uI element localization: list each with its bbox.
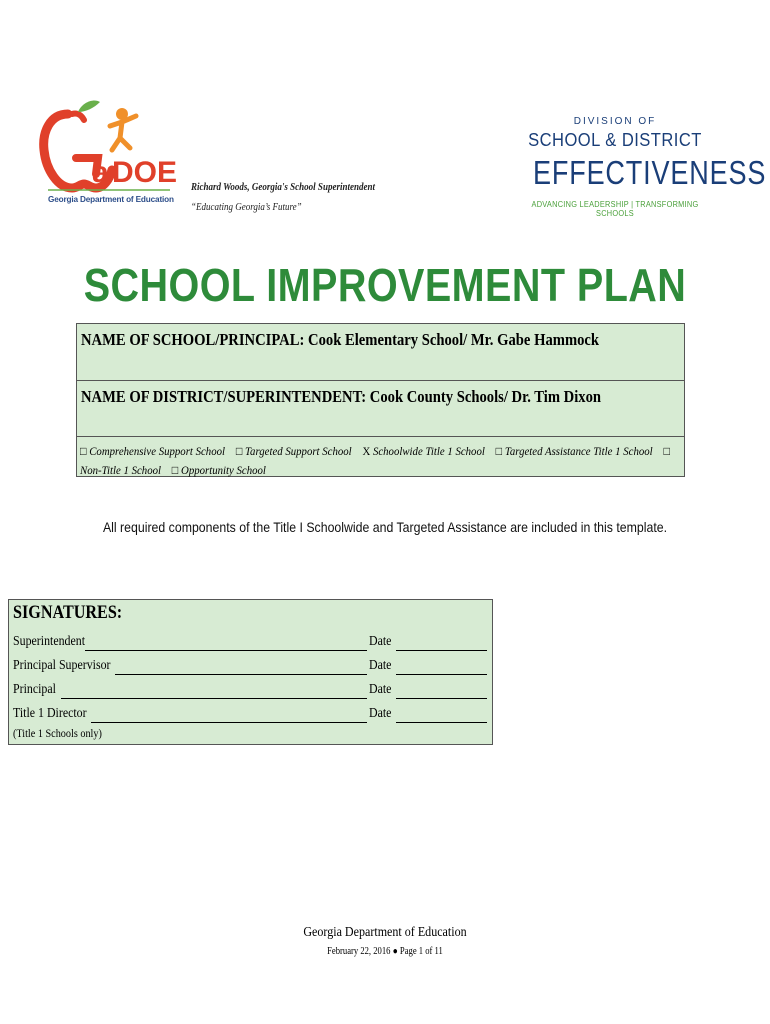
sde-logo bbox=[515, 108, 767, 218]
school-type-option[interactable]: □ Non-Title 1 School bbox=[80, 444, 671, 477]
signature-label: Title 1 Director bbox=[13, 706, 87, 721]
school-type-option[interactable]: □ Comprehensive Support School bbox=[80, 444, 226, 458]
school-principal-text: NAME OF SCHOOL/PRINCIPAL: Cook Elementary School/ Mr. Gabe Hammock bbox=[81, 330, 600, 349]
date-line[interactable] bbox=[396, 698, 487, 699]
signature-row-principal-supervisor bbox=[13, 658, 487, 678]
signature-line[interactable] bbox=[85, 650, 367, 651]
signature-line[interactable] bbox=[91, 722, 367, 723]
school-principal-row bbox=[77, 324, 684, 381]
checkbox-icon: X bbox=[362, 444, 371, 458]
signature-label: Principal Supervisor bbox=[13, 658, 111, 673]
svg-text:DOE: DOE bbox=[112, 156, 178, 189]
title1-note: (Title 1 Schools only) bbox=[13, 726, 102, 740]
signatures-box bbox=[8, 599, 493, 745]
school-type-options bbox=[80, 442, 674, 480]
date-label: Date bbox=[369, 658, 392, 673]
signature-row-superintendent bbox=[13, 634, 487, 654]
signatures-title: SIGNATURES: bbox=[13, 602, 123, 623]
required-components-note: All required components of the Title I Schoolwide and Targeted Assistance are included in this template. bbox=[102, 519, 668, 535]
date-line[interactable] bbox=[396, 674, 487, 675]
school-type-option[interactable]: □ Targeted Support School bbox=[235, 444, 352, 458]
date-label: Date bbox=[369, 682, 392, 697]
checkbox-icon: □ bbox=[495, 444, 503, 458]
gadoe-logo bbox=[38, 98, 178, 210]
signature-line[interactable] bbox=[61, 698, 367, 699]
signature-row-title1-director bbox=[13, 706, 487, 726]
checkbox-icon: □ bbox=[235, 444, 243, 458]
date-line[interactable] bbox=[396, 650, 487, 651]
date-label: Date bbox=[369, 706, 392, 721]
footer-page-info: February 22, 2016 ● Page 1 of 11 bbox=[327, 946, 443, 957]
school-type-option[interactable]: X Schoolwide Title 1 School bbox=[362, 444, 485, 458]
signature-line[interactable] bbox=[115, 674, 367, 675]
superintendent-name: Richard Woods, Georgia's School Superintendent bbox=[191, 182, 375, 193]
checkbox-icon: □ bbox=[171, 463, 179, 477]
sde-tagline: ADVANCING LEADERSHIP | TRANSFORMING SCHOOLS bbox=[531, 200, 699, 218]
signature-label: Principal bbox=[13, 682, 56, 697]
sde-school: SCHOOL & DISTRICT bbox=[528, 130, 702, 150]
checkbox-icon: □ bbox=[80, 444, 87, 458]
date-line[interactable] bbox=[396, 722, 487, 723]
school-type-option[interactable]: □ Targeted Assistance Title 1 School bbox=[495, 444, 653, 458]
school-type-option[interactable]: □ Opportunity School bbox=[171, 463, 266, 477]
motto: “Educating Georgia’s Future” bbox=[191, 202, 302, 213]
gadoe-wordmark: a bbox=[92, 156, 109, 189]
district-superintendent-row bbox=[77, 381, 684, 437]
signature-row-principal bbox=[13, 682, 487, 702]
sde-division: DIVISION OF bbox=[573, 116, 657, 127]
document-title: SCHOOL IMPROVEMENT PLAN bbox=[83, 259, 687, 311]
checkbox-icon: □ bbox=[663, 444, 671, 458]
sde-effectiveness: EFFECTIVENESS bbox=[533, 154, 767, 191]
date-label: Date bbox=[369, 634, 392, 649]
district-superintendent-text: NAME OF DISTRICT/SUPERINTENDENT: Cook County Schools/ Dr. Tim Dixon bbox=[81, 387, 602, 406]
school-info-box bbox=[76, 323, 685, 477]
gadoe-subtitle: Georgia Department of Education bbox=[48, 195, 174, 204]
footer-organization: Georgia Department of Education bbox=[303, 925, 467, 940]
signature-label: Superintendent bbox=[13, 634, 86, 649]
